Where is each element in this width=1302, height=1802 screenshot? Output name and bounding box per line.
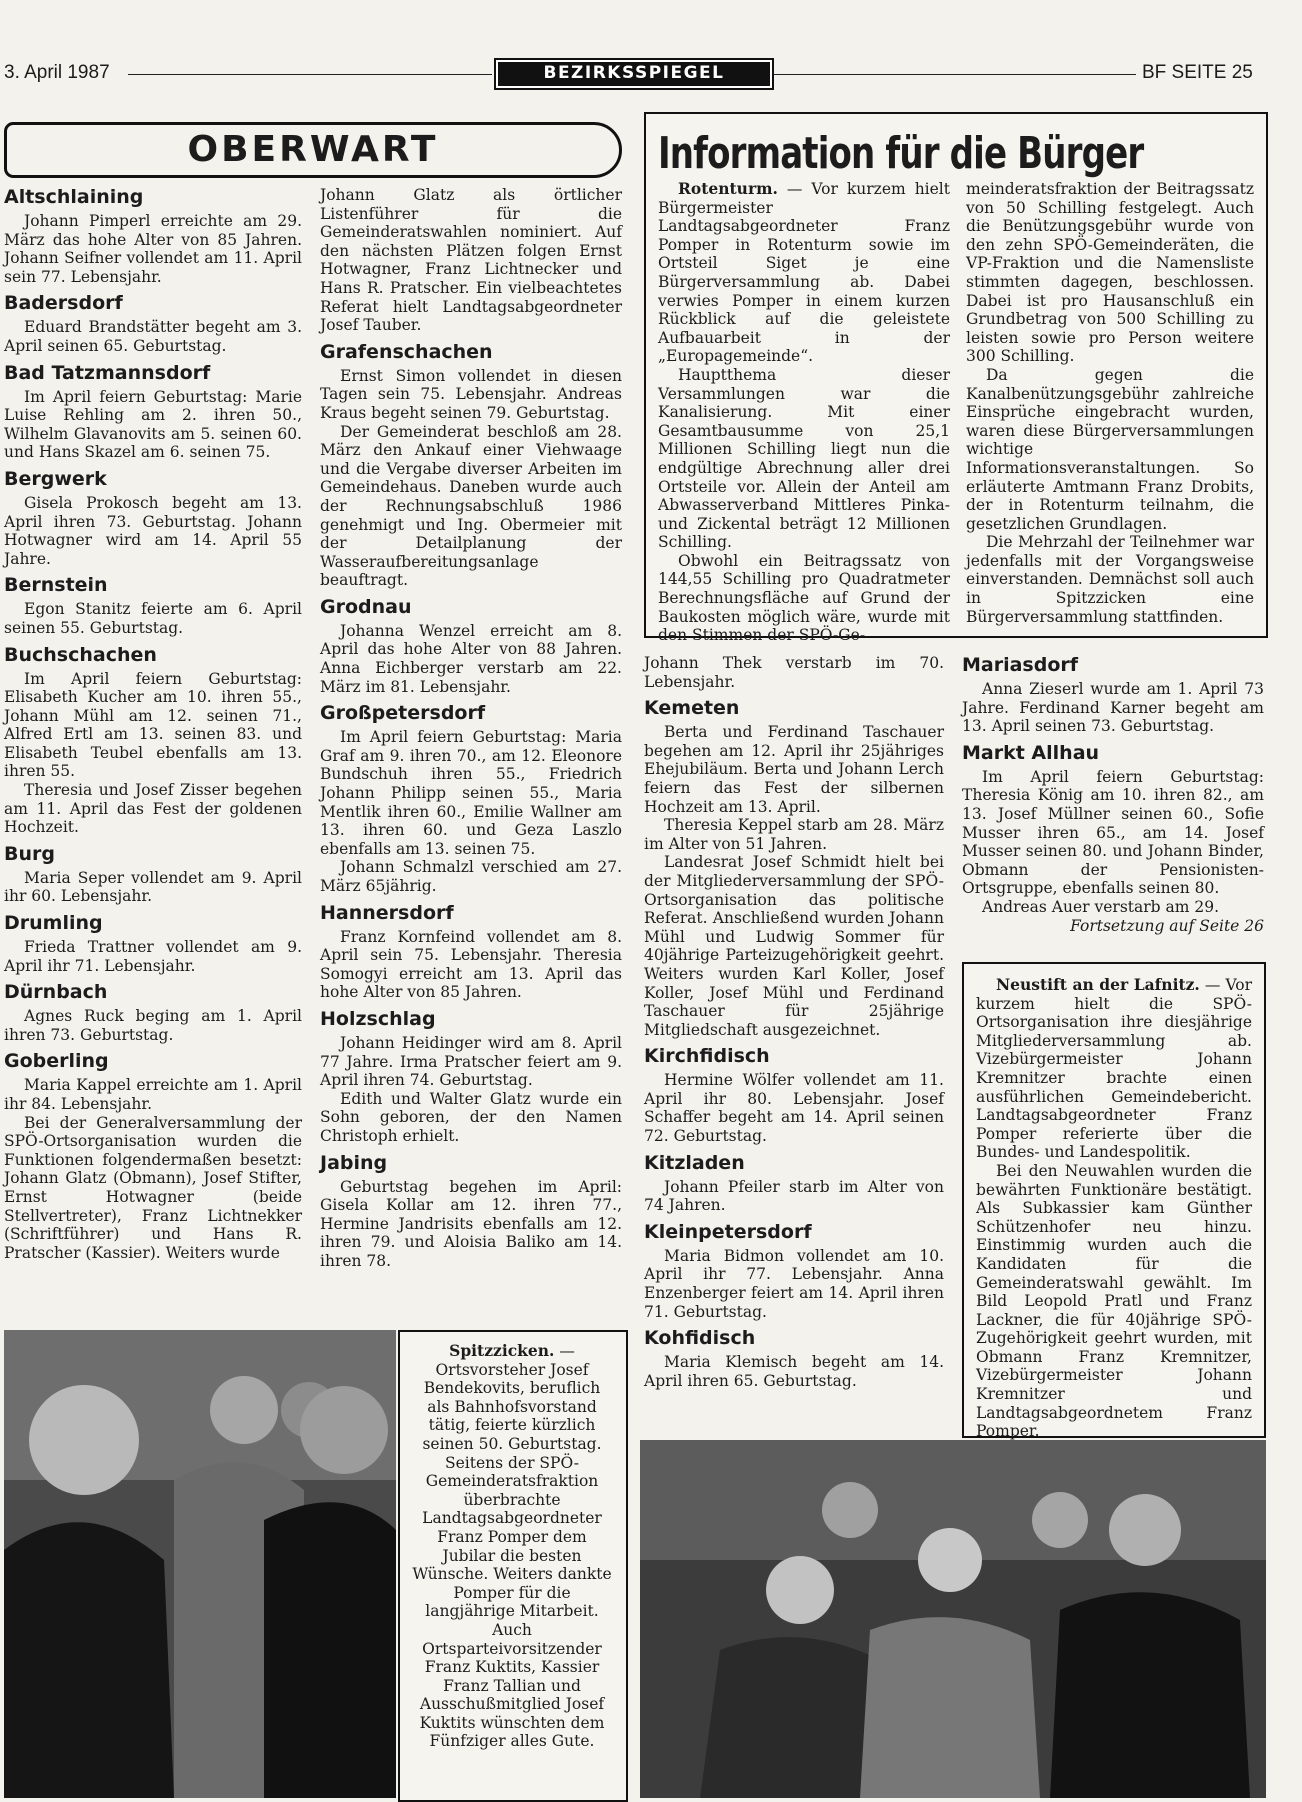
- news-paragraph: Die Mehrzahl der Teilnehmer war jedenfalls mit der Vorgangsweise einverstanden. Demnächst soll auch in Spitzzicken eine Bürgerversammlung stattfinden.: [966, 533, 1254, 626]
- news-paragraph: Ernst Simon vollendet in diesen Tagen sein 75. Lebensjahr. Andreas Kraus begeht seinen 79. Geburtstag.: [320, 366, 622, 422]
- neustift-text: [976, 975, 1252, 1441]
- place-heading: Hannersdorf: [320, 901, 454, 924]
- place-heading: Kitzladen: [644, 1151, 745, 1174]
- info-column-right: [966, 180, 1254, 630]
- spitzzicken-text: [412, 1342, 612, 1794]
- lead-place: Rotenturm.: [678, 179, 778, 198]
- lead-place: Neustift an der Lafnitz.: [996, 975, 1200, 994]
- news-paragraph: Andreas Auer verstarb am 29.: [982, 897, 1220, 916]
- spitzzicken-photo: [4, 1330, 396, 1798]
- place-heading: Bergwerk: [4, 467, 107, 490]
- news-paragraph: Im April feiern Geburtstag: Theresia König am 10. ihren 82., am 13. Josef Müllner seinen 60., Sofie Musser ihren 65., am 14. Josef Musser seinen 80. und Johann Binder, Obmann der Pensionisten-Ortsgruppe, ebenfalls seinen 80.: [962, 767, 1264, 898]
- news-paragraph: Frieda Trattner vollendet am 9. April ihr 71. Lebensjahr.: [4, 938, 302, 975]
- lead-text: — Ortsvorsteher Josef Bendekovits, beruflich als Bahnhofsvorstand tätig, feierte kürzlich seinen 50. Geburtstag. Seitens der SPÖ-Gemeinderatsfraktion überbrachte Landtagsabgeordneter Franz Pomper dem Jubilar die besten Wünsche. Weiters dankte Pomper für die langjährige Mitarbeit. Auch Ortsparteivorsitzender Franz Kuktits, Kassier Franz Tallian und Ausschußmitglied Josef Kuktits wünschten dem Fünfziger alles Gute.: [412, 1342, 612, 1751]
- lead-text: — Vor kurzem hielt Bürgermeister Landtagsabgeordneter Franz Pomper in Rotenturm sowie im Ortsteil Siget je eine Bürgerversammlung ab. Dabei verwies Pomper in einem kurzen Rückblick auf die geleistete Aufbauarbeit in der „Europagemeinde“.: [658, 180, 950, 366]
- place-heading: Markt Allhau: [962, 741, 1100, 764]
- neustift-photo: [640, 1440, 1266, 1798]
- news-paragraph: Johann Glatz als örtlicher Listenführer für die Gemeinderatswahlen nominiert. Auf den nächsten Plätzen folgen Ernst Hotwagner, Franz Lichtnecker und Hans R. Pratscher. Ein vielbeachtetes Referat hielt Landtagsabgeordneter Josef Tauber.: [320, 186, 622, 335]
- place-heading: Großpetersdorf: [320, 702, 486, 725]
- news-paragraph: Bei der Generalversammlung der SPÖ-Ortsorganisation wurden die Funktionen folgendermaßen besetzt: Johann Glatz (Obmann), Josef Stifter, Ernst Hotwagner (beide Stellvertreter), Franz Lichtnekker (Schriftführer) und Hans R. Pratscher (Kassier). Weiters wurde: [4, 1113, 302, 1262]
- lead-place: Spitzzicken.: [449, 1341, 555, 1360]
- news-paragraph: Franz Kornfeind vollendet am 8. April sein 75. Lebensjahr. Theresia Somogyi erreicht am 13. April das hohe Alter von 85 Jahren.: [320, 927, 622, 1002]
- news-paragraph: Hermine Wölfer vollendet am 11. April ihr 80. Lebensjahr. Josef Schaffer begeht am 14. April seinen 72. Geburtstag.: [644, 1071, 944, 1146]
- place-heading: Jabing: [320, 1151, 388, 1174]
- news-paragraph: Bei den Neuwahlen wurden die bewährten Funktionäre bestätigt. Als Subkassier kam Günther Schützenhofer neu hinzu. Einstimmig wurden auch die Kandidaten für die Gemeinderatswahl gewählt. Im Bild Leopold Pratl und Franz Lackner, die für 40jährige SPÖ-Zugehörigkeit geehrt wurden, mit Obmann Franz Kremnitzer, Vizebürgermeister Johann Kremnitzer und Landtagsabgeordnetem Franz Pomper.: [976, 1161, 1252, 1441]
- news-paragraph: Theresia Keppel starb am 28. März im Alter von 51 Jahren.: [644, 816, 944, 853]
- news-paragraph: Johann Heidinger wird am 8. April 77 Jahre. Irma Pratscher feiert am 9. April ihren 74. Geburtstag.: [320, 1033, 622, 1090]
- news-paragraph: Im April feiern Geburtstag: Elisabeth Kucher am 10. ihren 55., Johann Mühl am 12. seinen 71., Alfred Ertl am 13. seinen 83. und Elisabeth Teubel ebenfalls am 13. ihren 55.: [4, 669, 302, 781]
- place-heading: Burg: [4, 842, 55, 865]
- spitzzicken-photo-figures: [4, 1330, 396, 1798]
- lead-paragraph: [976, 976, 1252, 1162]
- place-heading: Mariasdorf: [962, 654, 1079, 676]
- header-rule-right: [774, 74, 1136, 75]
- news-paragraph: Im April feiern Geburtstag: Marie Luise Rehling am 2. ihren 50., Wilhelm Glavanovits am 5. seinen 60. und Hans Skazel am 6. seinen 75.: [4, 387, 302, 462]
- news-paragraph: Egon Stanitz feierte am 6. April seinen 55. Geburtstag.: [4, 600, 302, 637]
- news-paragraph: Maria Klemisch begeht am 14. April ihren 65. Geburtstag.: [644, 1353, 944, 1390]
- place-heading: Goberling: [4, 1050, 109, 1073]
- news-paragraph: Maria Kappel erreichte am 1. April ihr 84. Lebensjahr.: [4, 1076, 302, 1113]
- page-number: BF SEITE 25: [1142, 62, 1253, 83]
- news-paragraph: Johann Pimperl erreichte am 29. März das hohe Alter von 85 Jahren. Johann Seifner vollendet am 11. April sein 77. Lebensjahr.: [4, 212, 302, 286]
- news-paragraph: Eduard Brandstätter begeht am 3. April seinen 65. Geburtstag.: [4, 318, 302, 355]
- place-heading: Bad Tatzmannsdorf: [4, 361, 211, 384]
- news-paragraph: Geburtstag begehen im April: Gisela Kollar am 12. ihren 77., Hermine Jandrisits ebenfalls am 12. ihren 79. und Aloisia Baliko am 14. ihren 78.: [320, 1177, 622, 1270]
- news-paragraph: Theresia und Josef Zisser begehen am 11. April das Fest der goldenen Hochzeit.: [4, 781, 302, 837]
- neustift-photo-figures: [640, 1440, 1266, 1798]
- news-paragraph: Johann Schmalzl verschied am 27. März 65jährig.: [320, 858, 622, 895]
- info-box: [644, 112, 1268, 645]
- place-heading: Kirchfidisch: [644, 1045, 770, 1068]
- place-heading: Grodnau: [320, 595, 412, 618]
- oberwart-column-1: [4, 186, 302, 1310]
- section-banner: BEZIRKSSPIEGEL: [494, 58, 774, 90]
- news-paragraph: Edith und Walter Glatz wurde ein Sohn geboren, der den Namen Christoph erhielt.: [320, 1089, 622, 1145]
- place-heading: Kemeten: [644, 697, 740, 720]
- oberwart-column-3: [644, 654, 944, 1414]
- header-rule-left: [128, 74, 492, 75]
- place-heading: Holzschlag: [320, 1007, 436, 1030]
- place-heading: Badersdorf: [4, 292, 123, 315]
- oberwart-banner: OBERWART: [4, 122, 622, 178]
- news-paragraph: Berta und Ferdinand Taschauer begehen am 12. April ihr 25jähriges Ehejubiläum. Berta und Johann Lerch feiern das Fest der silbernen Hochzeit am 13. April.: [644, 723, 944, 816]
- lead-text: — Vor kurzem hielt die SPÖ-Ortsorganisation ihre diesjährige Mitgliederversammlung ab. Vizebürgermeister Johann Kremnitzer brachte einen ausführlichen Gemeindebericht. Landtagsabgeordneter Franz Pomper referierte über die Bundes- und Landespolitik.: [976, 976, 1252, 1162]
- issue-date: 3. April 1987: [4, 62, 110, 83]
- news-paragraph: Johann Thek verstarb im 70. Lebensjahr.: [644, 654, 944, 691]
- news-paragraph: Johann Pfeiler starb im Alter von 74 Jahren.: [644, 1177, 944, 1215]
- place-heading: Buchschachen: [4, 643, 157, 666]
- news-paragraph: Gisela Prokosch begeht am 13. April ihren 73. Geburtstag. Johann Hotwagner wird am 14. April 55 Jahre.: [4, 493, 302, 568]
- info-title: Information für die Bürger: [658, 128, 1144, 179]
- place-heading: Grafenschachen: [320, 340, 493, 363]
- lead-paragraph: [658, 180, 950, 366]
- oberwart-column-2: [320, 186, 622, 1310]
- spitzzicken-box: [398, 1330, 628, 1802]
- news-paragraph: Im April feiern Geburtstag: Maria Graf am 9. ihren 70., am 12. Eleonore Bundschuh ihren 55., Friedrich Johann Philipp seinen 55., Maria Mentlik ihren 60., Emilie Wallner am 13. ihren 60. und Geza Laszlo ebenfalls am 13. seinen 75.: [320, 728, 622, 858]
- news-paragraph: Landesrat Josef Schmidt hielt bei der Mitgliederversammlung der SPÖ-Ortsorganisation das politische Referat. Anschließend wurden Johann Mühl und Ludwig Sommer für 40jährige Parteizugehörigkeit geehrt. Weiters wurden Karl Koller, Josef Koller, Josef Mühl und Ferdinand Taschauer für 25jährige Mitgliedschaft ausgezeichnet.: [644, 853, 944, 1039]
- news-paragraph: Johanna Wenzel erreicht am 8. April das hohe Alter von 88 Jahren. Anna Eichberger verstarb am 22. März im 81. Lebensjahr.: [320, 621, 622, 696]
- place-heading: Kohfidisch: [644, 1327, 756, 1350]
- news-paragraph: Hauptthema dieser Versammlungen war die Kanalisierung. Mit einer Gesamtbausumme von 25,1 Millionen Schilling liegt nun die endgültige Abrechnung aller drei Ortsteile vor. Allein der Anteil am Abwasserverband Mittleres Pinka- und Zickental beträgt 12 Millionen Schilling.: [658, 365, 950, 552]
- news-paragraph: Da gegen die Kanalbenützungsgebühr zahlreiche Einsprüche eingebracht wurden, waren diese Bürgerversammlungen wichtige Informationsveranstaltungen. So erläuterte Amtmann Franz Drobits, der in Rotenturm teilnahm, die gesetzlichen Grundlagen.: [966, 365, 1254, 533]
- oberwart-column-4: [962, 654, 1264, 954]
- place-heading: Drumling: [4, 912, 103, 935]
- place-heading: Bernstein: [4, 574, 108, 597]
- news-paragraph: Anna Zieserl wurde am 1. April 73 Jahre. Ferdinand Karner begeht am 13. April seinen 73. Geburtstag.: [962, 680, 1264, 736]
- lead-paragraph: [412, 1342, 612, 1751]
- neustift-box: [962, 962, 1266, 1441]
- news-paragraph: meinderatsfraktion der Beitragssatz von 50 Schilling festgelegt. Auch die Benützungsgebühr wurde von den zehn SPÖ-Gemeinderäten, die VP-Fraktion und die Namensliste stimmten dagegen, beschlossen. Dabei ist pro Hausanschluß ein Grundbetrag von 500 Schilling zu leisten sowie pro Person weitere 300 Schilling.: [966, 180, 1254, 366]
- continued-note: Fortsetzung auf Seite 26: [1070, 916, 1264, 935]
- news-paragraph: Maria Bidmon vollendet am 10. April ihr 77. Lebensjahr. Anna Enzenberger feiert am 14. April ihren 71. Geburtstag.: [644, 1246, 944, 1321]
- place-heading: Kleinpetersdorf: [644, 1220, 812, 1243]
- info-column-left: [658, 179, 950, 645]
- news-paragraph: Maria Seper vollendet am 9. April ihr 60. Lebensjahr.: [4, 868, 302, 906]
- news-paragraph: Agnes Ruck beging am 1. April ihren 73. Geburtstag.: [4, 1007, 302, 1044]
- news-paragraph: Der Gemeinderat beschloß am 28. März den Ankauf einer Viehwaage und die Vergabe diverser Arbeiten im Gemeindehaus. Daneben wurde auch der Rechnungsabschluß 1986 genehmigt und Ing. Obermeier mit der Detailplanung der Wasseraufbereitungsanlage beauftragt.: [320, 422, 622, 590]
- news-paragraph: Obwohl ein Beitragssatz von 144,55 Schilling pro Quadratmeter Berechnungsfläche auf Grund der Baukosten möglich wäre, wurde mit den Stimmen der SPÖ-Ge-: [658, 551, 950, 645]
- place-heading: Altschlaining: [4, 186, 144, 208]
- place-heading: Dürnbach: [4, 981, 108, 1004]
